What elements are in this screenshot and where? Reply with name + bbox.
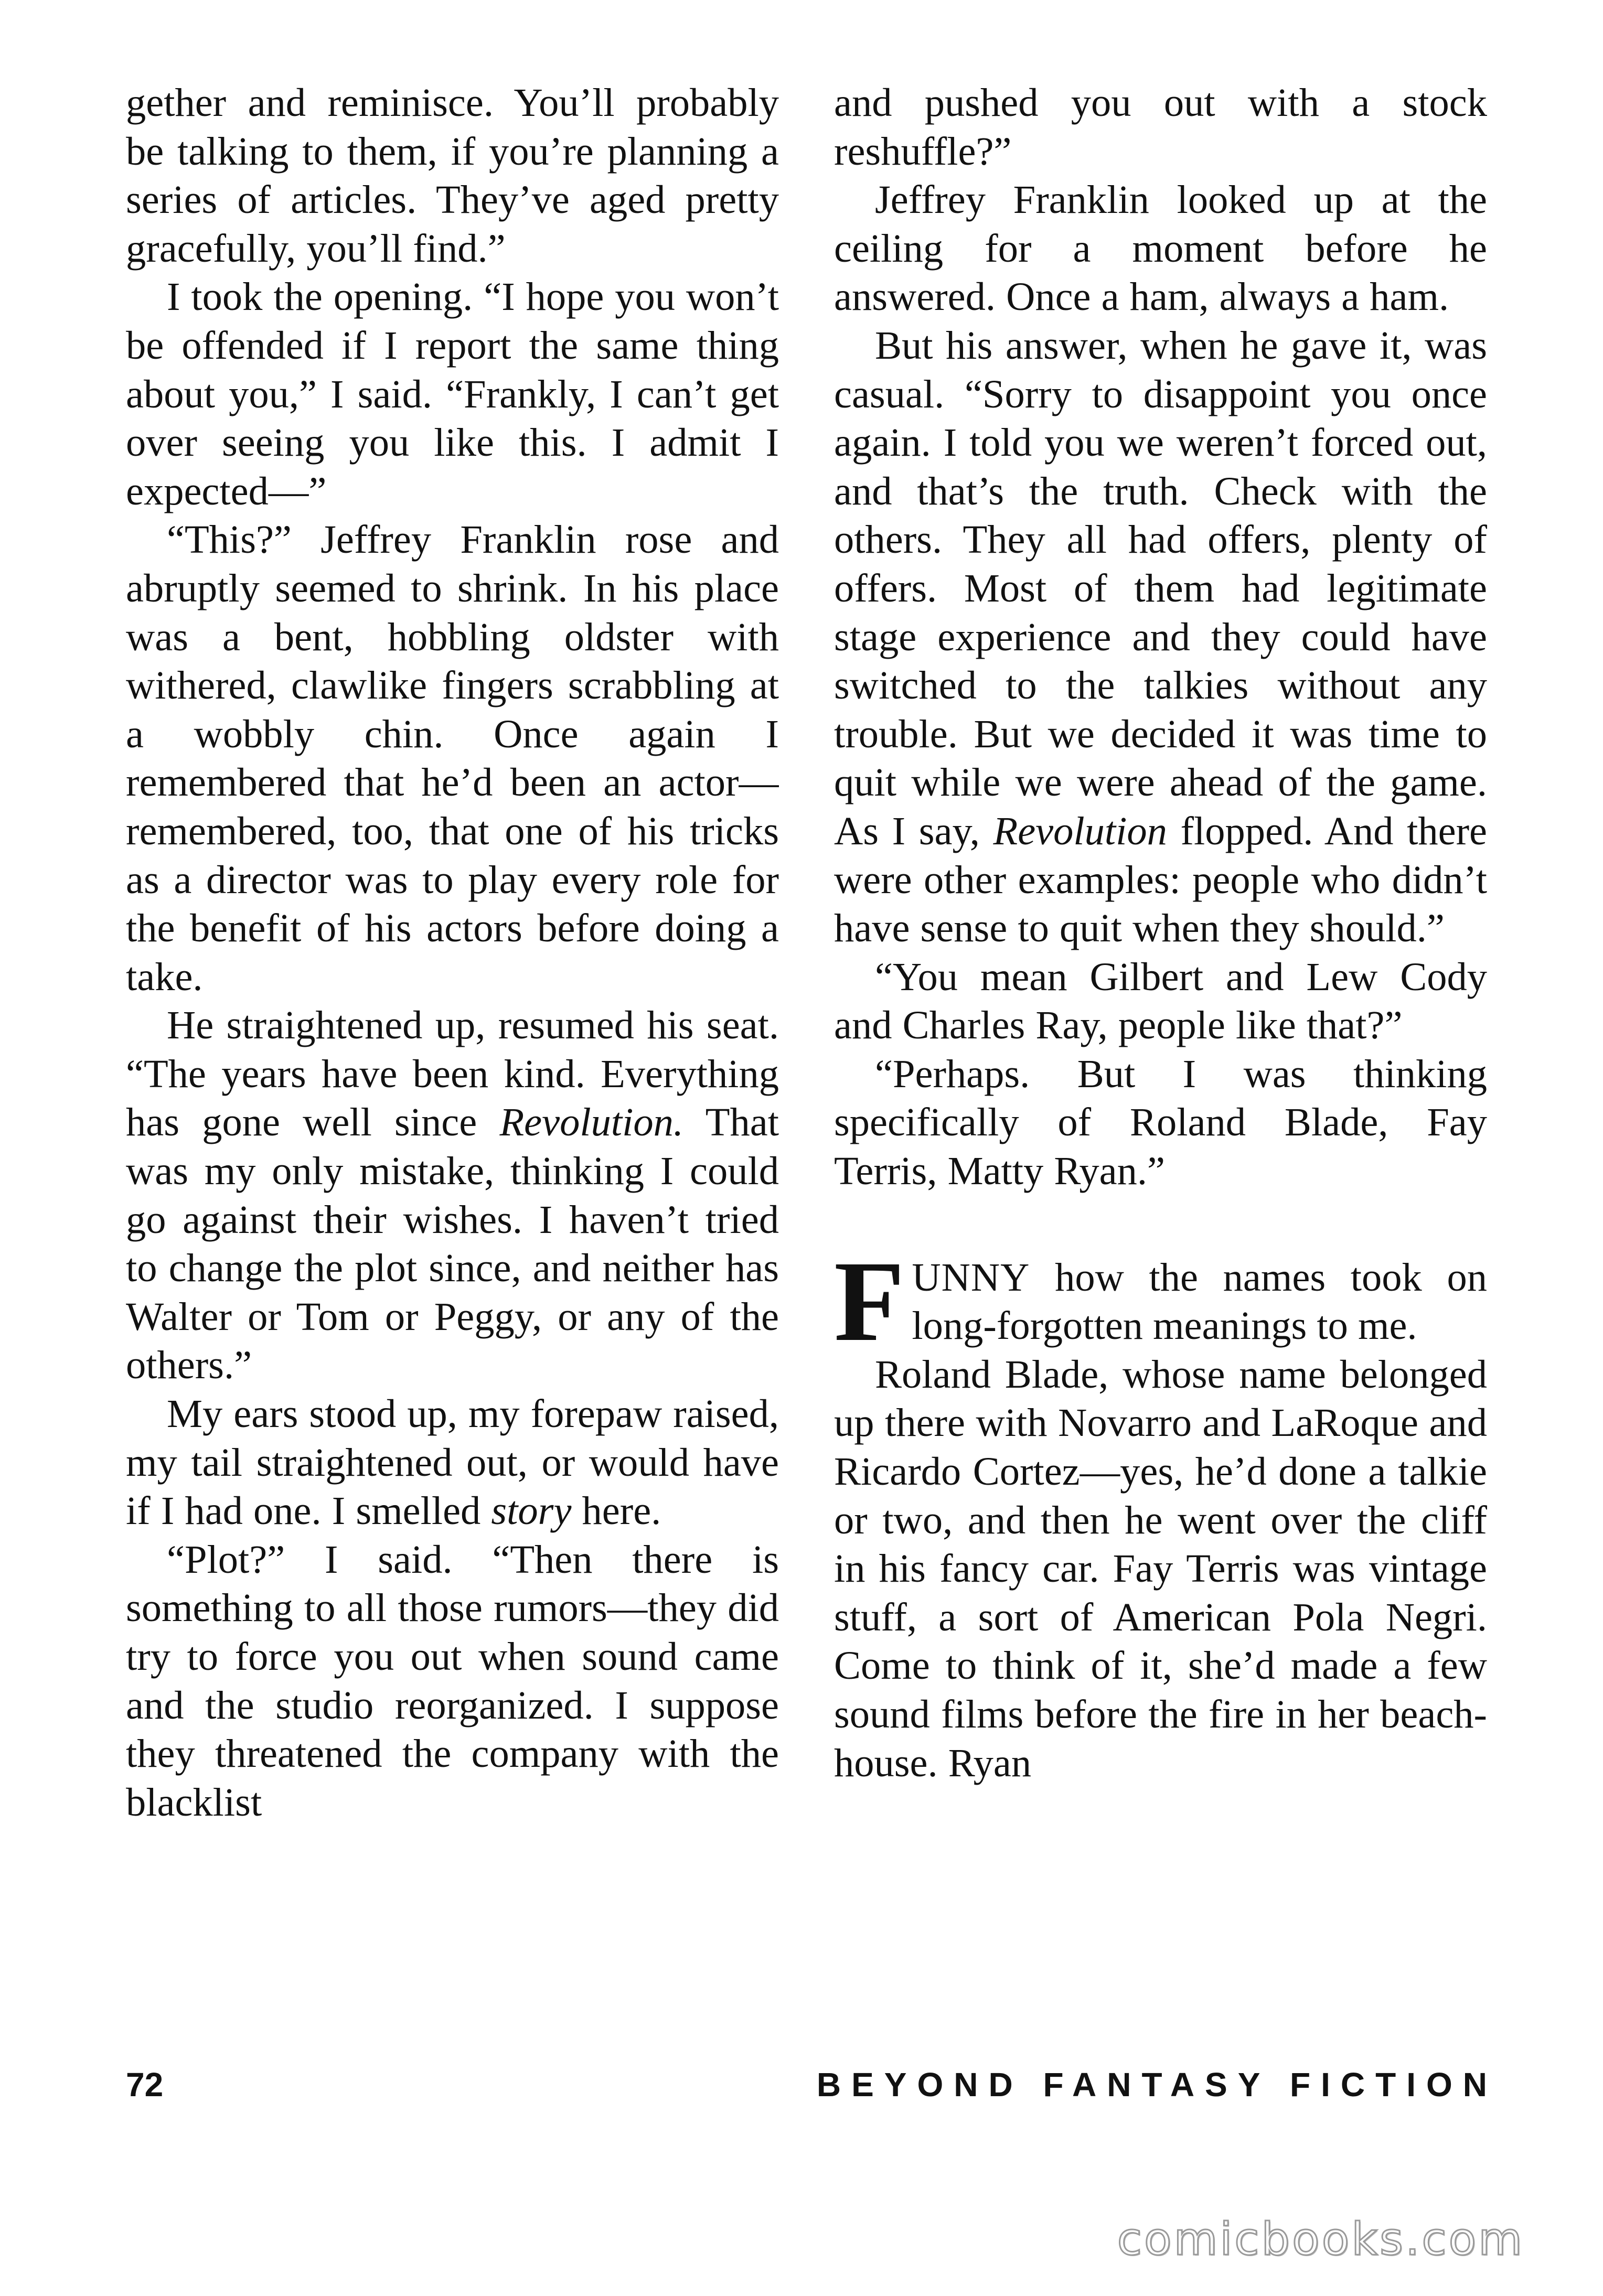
paragraph (126, 1390, 779, 1536)
page-footer (126, 2064, 1498, 2116)
paragraph: “This?” Jeffrey Franklin rose and abruptly seemed to shrink. In his place was a bent, hobbling oldster with withered, clawlike fingers scrabbling at a wobbly chin. Once again I remembered that he’d been an actor—remembered, too, that one of his tricks as a director was to play every role for the benefit of his actors before doing a take. (126, 517, 779, 999)
paragraph: gether and reminisce. You’ll probably be talking to them, if you’re planning a series of articles. They’ve aged pretty gracefully, you’ll find.” (126, 80, 779, 271)
text-run: But his answer, when he gave it, was casual. “Sorry to disappoint you once again. I told you we weren’t forced out, and that’s the truth. Check with the others. They all had offers, plenty of offers. Most of them had legitimate stage experience and they could have switched to the talkies without any trouble. But we decided it was time to quit while we were ahead of the game. As I say, (834, 323, 1487, 853)
paragraph: “You mean Gilbert and Lew Cody and Charles Ray, people like that?” (834, 954, 1487, 1048)
running-footer-title: BEYOND FANTASY FICTION (816, 2066, 1498, 2104)
section-break (834, 1196, 1487, 1253)
text-run: My ears stood up, my forepaw raised, my tail straightened out, or would have if I had one. I smelled (126, 1391, 779, 1533)
small-caps-lead: UNNY (912, 1254, 1030, 1300)
paragraph: “Plot?” I said. “Then there is something to all those rumors—they did try to force you out when sound came and the studio reorganized. I suppose they threatened the company with the blacklist (126, 1537, 779, 1825)
text-run: here. (571, 1488, 661, 1533)
text-run: flopped. And there were other examples: people who didn’t have sense to quit when they should.” (834, 808, 1487, 951)
left-column (126, 79, 779, 1961)
text-run: He straightened up, resumed his seat. “The years have been kind. Everything has gone well since (126, 1003, 779, 1145)
text-run: That was my only mistake, thinking I could go against their wishes. I haven’t tried to change the plot since, and neither has Walter or Tom or Peggy, or any of the others.” (126, 1100, 779, 1388)
right-column (834, 79, 1487, 1961)
watermark: comicbooks.com (1117, 2213, 1524, 2266)
drop-cap: F (834, 1237, 905, 1365)
paragraph: Roland Blade, whose name belonged up there with Novarro and LaRoque and Ricardo Cortez—yes, he’d done a talkie or two, and then he went over the cliff in his fancy car. Fay Terris was vintage stuff, a sort of American Pola Negri. Come to think of it, she’d made a few sound films before the fire in her beach-house. Ryan (834, 1351, 1487, 1785)
paragraph: Jeffrey Franklin looked up at the ceiling for a moment before he answered. Once a ham, always a ham. (834, 177, 1487, 319)
dropcap-paragraph (834, 1237, 1487, 1365)
italic-title: Revolution. (499, 1100, 683, 1145)
paragraph: I took the opening. “I hope you won’t be offended if I report the same thing about you,” I said. “Frankly, I can’t get over seeing you like this. I admit I expected—” (126, 274, 779, 513)
paragraph (834, 321, 1487, 953)
page-number: 72 (126, 2066, 164, 2104)
italic-title: Revolution (993, 808, 1167, 853)
paragraph (126, 1001, 779, 1390)
paragraph: “Perhaps. But I was thinking specifically of Roland Blade, Fay Terris, Matty Ryan.” (834, 1051, 1487, 1194)
italic-word: story (491, 1488, 572, 1533)
text-run: how the names took on long-forgotten meanings to me. (912, 1254, 1487, 1348)
paragraph: and pushed you out with a stock reshuffle?” (834, 80, 1487, 174)
